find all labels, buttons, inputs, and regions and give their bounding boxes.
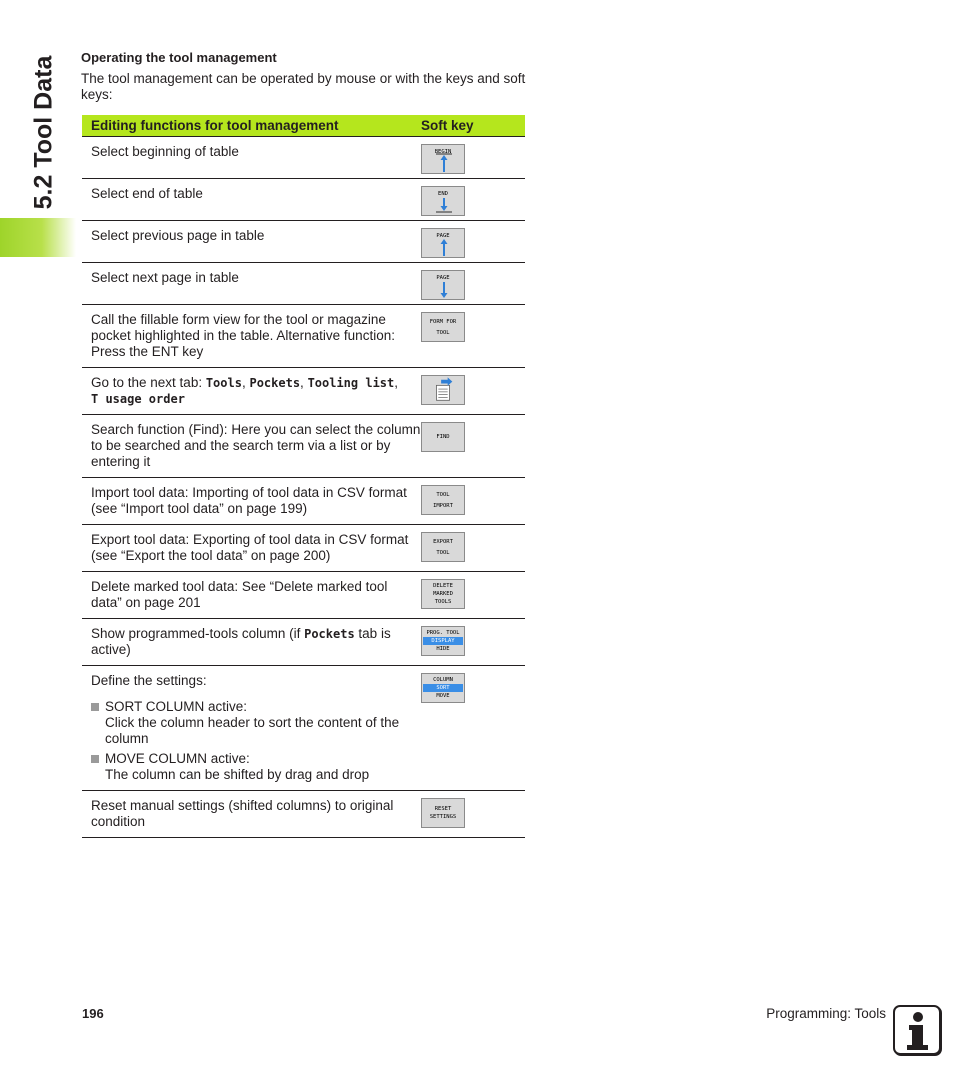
header-function: Editing functions for tool management — [82, 115, 421, 137]
table-row — [82, 666, 525, 791]
list-item: SORT COLUMN active: Click the column header to sort the content of the column — [91, 699, 421, 747]
table-row — [82, 572, 525, 619]
table-row — [82, 368, 525, 415]
list-next-tab-icon — [421, 376, 465, 404]
table-row — [82, 525, 525, 572]
row-text: Go to the next tab: Tools, Pockets, Tooling list, T usage order — [82, 368, 421, 415]
reset-settings-softkey[interactable]: RESET SETTINGS — [421, 798, 465, 828]
find-softkey[interactable]: FIND — [421, 422, 465, 452]
table-row — [82, 478, 525, 525]
row-text: Select end of table — [82, 179, 421, 221]
arrow-down-icon — [422, 271, 466, 301]
table-row — [82, 263, 525, 305]
row-text: Select next page in table — [82, 263, 421, 305]
row-text: Delete marked tool data: See “Delete marked tool data” on page 201 — [82, 572, 421, 619]
page-up-softkey[interactable]: PAGE — [421, 228, 465, 258]
row-text: Import tool data: Importing of tool data in CSV format (see “Import tool data” on page 199) — [82, 478, 421, 525]
list-item: MOVE COLUMN active: The column can be shifted by drag and drop — [91, 751, 421, 783]
next-tab-softkey[interactable] — [421, 375, 465, 405]
row-text: Export tool data: Exporting of tool data in CSV format (see “Export the tool data” on page 200) — [82, 525, 421, 572]
row-text: Search function (Find): Here you can select the column to be searched and the search term via a list or by entering it — [82, 415, 421, 478]
header-softkey: Soft key — [421, 115, 525, 137]
table-row — [82, 619, 525, 666]
end-softkey[interactable]: END — [421, 186, 465, 216]
begin-softkey[interactable]: BEGIN — [421, 144, 465, 174]
row-text: Reset manual settings (shifted columns) to original condition — [82, 791, 421, 838]
page-number: 196 — [82, 1006, 104, 1021]
arrow-up-to-line-icon — [422, 145, 466, 175]
table-header-row — [82, 115, 525, 137]
page-down-softkey[interactable]: PAGE — [421, 270, 465, 300]
intro-text: The tool management can be operated by mouse or with the keys and soft keys: — [81, 71, 526, 102]
row-text: Show programmed-tools column (if Pockets tab is active) — [82, 619, 421, 666]
row-text: Define the settings: SORT COLUMN active: Click the column header to sort the content of the column MOVE COLUMN active: The column can be shifted by drag and drop — [82, 666, 421, 791]
table-row — [82, 179, 525, 221]
delete-marked-tools-softkey[interactable]: DELETE MARKED TOOLS — [421, 579, 465, 609]
row-text: Select previous page in table — [82, 221, 421, 263]
section-title: Operating the tool management — [81, 50, 277, 65]
table-row — [82, 415, 525, 478]
chapter-side-title: 5.2 Tool Data — [29, 55, 58, 209]
table-row — [82, 791, 525, 838]
chapter-side-marker — [0, 218, 76, 257]
chapter-footer: Programming: Tools — [766, 1006, 886, 1021]
table-row — [82, 137, 525, 179]
info-icon — [893, 1005, 941, 1055]
row-text: Select beginning of table — [82, 137, 421, 179]
form-for-tool-softkey[interactable]: FORM FOR TOOL — [421, 312, 465, 342]
editing-functions-table — [82, 115, 525, 838]
arrow-up-icon — [422, 229, 466, 259]
tool-import-softkey[interactable]: TOOL IMPORT — [421, 485, 465, 515]
arrow-down-to-line-icon — [422, 187, 466, 217]
row-text: Call the fillable form view for the tool or magazine pocket highlighted in the table. Alternative function: Press the ENT key — [82, 305, 421, 368]
prog-tool-display-hide-softkey[interactable]: PROG. TOOL DISPLAY HIDE — [421, 626, 465, 656]
column-sort-move-softkey[interactable]: COLUMN SORT MOVE — [421, 673, 465, 703]
table-row — [82, 221, 525, 263]
export-tool-softkey[interactable]: EXPORT TOOL — [421, 532, 465, 562]
table-row — [82, 305, 525, 368]
